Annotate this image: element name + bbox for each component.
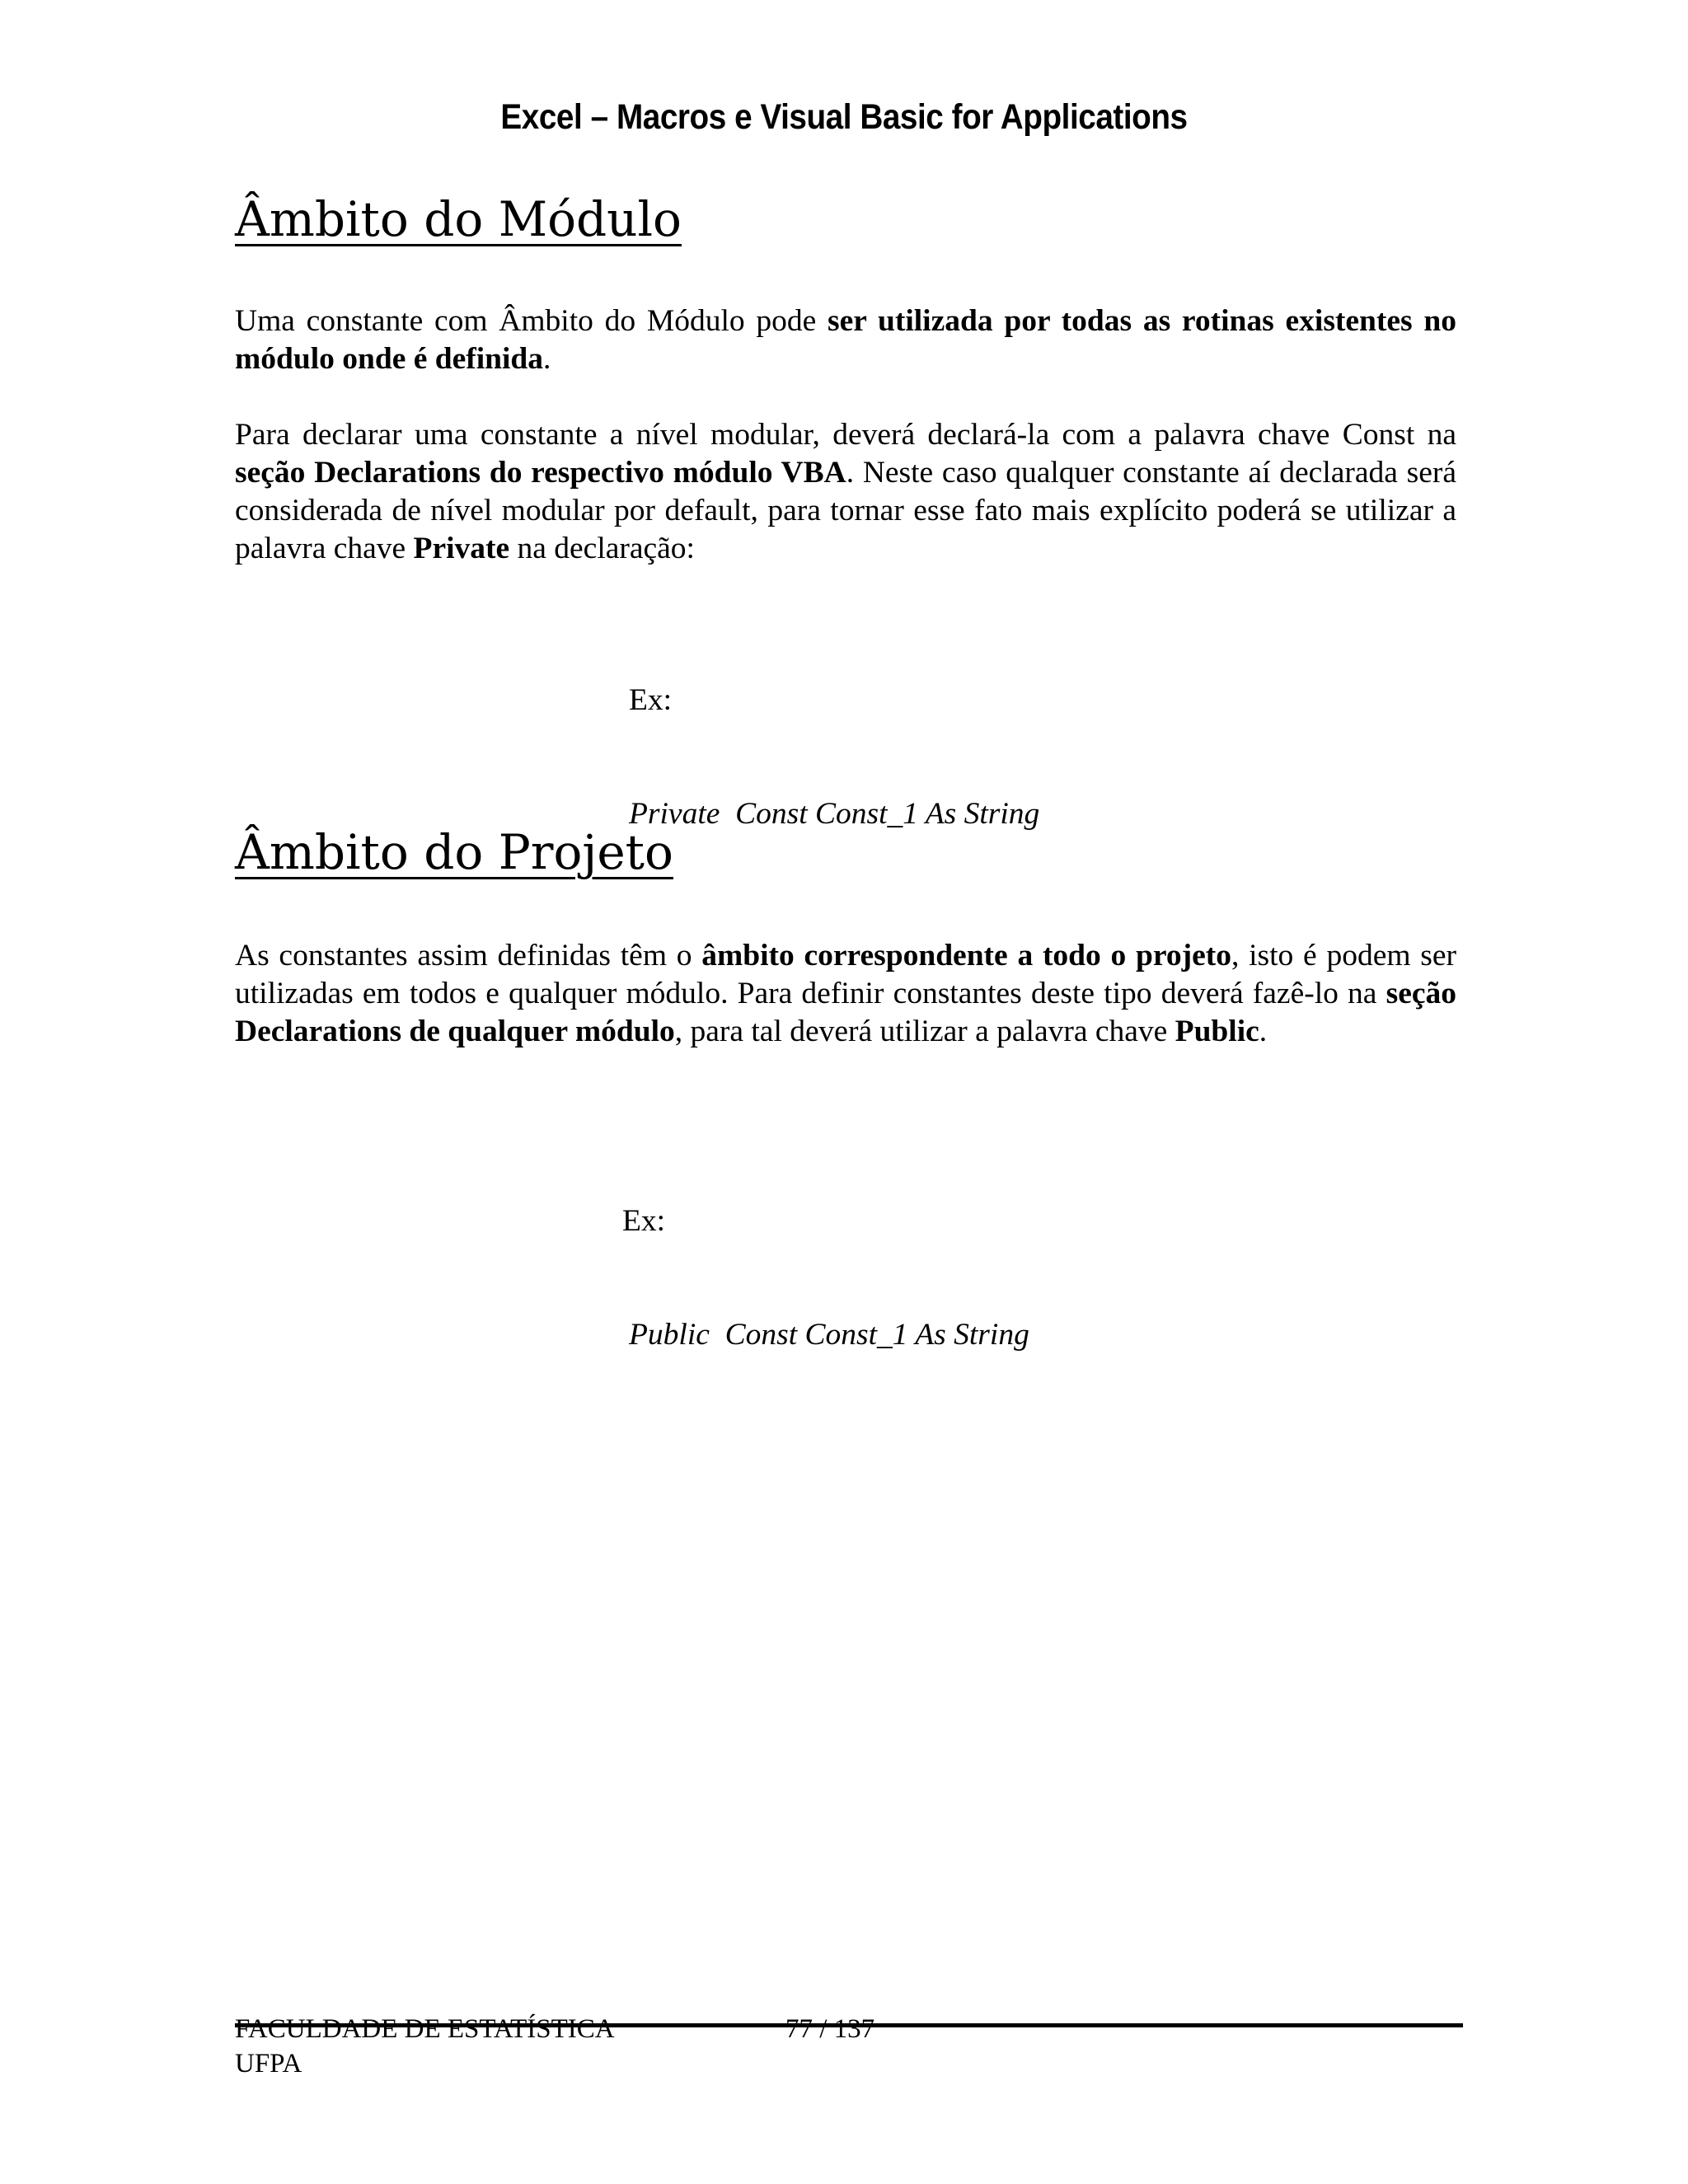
paragraph-modulo-declaration <box>235 416 1456 568</box>
body-text: , isto é podem ser utilizadas em todos e qualquer módulo. Para definir constantes deste tipo deverá fazê-lo na <box>235 939 1456 1010</box>
body-text: Para declarar uma constante a nível modular, deverá declará-la com a palavra chave Const na <box>235 418 1456 452</box>
body-text: Uma constante com Âmbito do Módulo pode <box>235 304 828 338</box>
body-text: na declaração: <box>509 532 695 565</box>
body-text: , para tal deverá utilizar a palavra chave <box>674 1015 1175 1048</box>
body-text: . <box>543 342 551 376</box>
example-code-public: Public Const Const_1 As String <box>629 1318 1029 1352</box>
emphasis-text: seção Declarations de qualquer módulo <box>235 977 1456 1048</box>
example-block-private <box>629 606 1039 871</box>
paragraph-modulo-intro <box>235 302 1456 378</box>
example-label: Ex: <box>622 1204 666 1238</box>
example-code-private: Private Const Const_1 As String <box>629 797 1040 831</box>
example-label: Ex: <box>629 683 673 717</box>
footer-institution-line1: FACULDADE DE ESTATÍSTICA <box>235 2014 615 2044</box>
document-header-title: Excel – Macros e Visual Basic for Applications <box>500 97 1188 137</box>
body-text: As constantes assim definidas têm o <box>235 939 702 972</box>
section-heading-ambito-modulo: Âmbito do Módulo <box>235 191 682 247</box>
footer-page-number: 77 / 137 <box>785 2014 875 2044</box>
footer-institution-line2: UFPA <box>235 2049 302 2079</box>
emphasis-text: seção Declarations do respectivo módulo VBA <box>235 456 846 490</box>
emphasis-text: ser utilizada por todas as rotinas existentes no módulo onde é definida <box>235 304 1456 376</box>
paragraph-projeto <box>235 937 1456 1051</box>
emphasis-text: Public <box>1175 1015 1259 1048</box>
body-text: . <box>1259 1015 1268 1048</box>
emphasis-text: âmbito correspondente a todo o projeto <box>701 939 1231 972</box>
emphasis-text: Private <box>413 532 510 565</box>
body-text: . Neste caso qualquer constante aí declarada será considerada de nível modular por default, para tornar esse fato mais explícito poderá se utilizar a palavra chave <box>235 456 1456 565</box>
section-heading-ambito-projeto: Âmbito do Projeto <box>235 824 673 880</box>
example-block-public <box>622 1127 1029 1392</box>
